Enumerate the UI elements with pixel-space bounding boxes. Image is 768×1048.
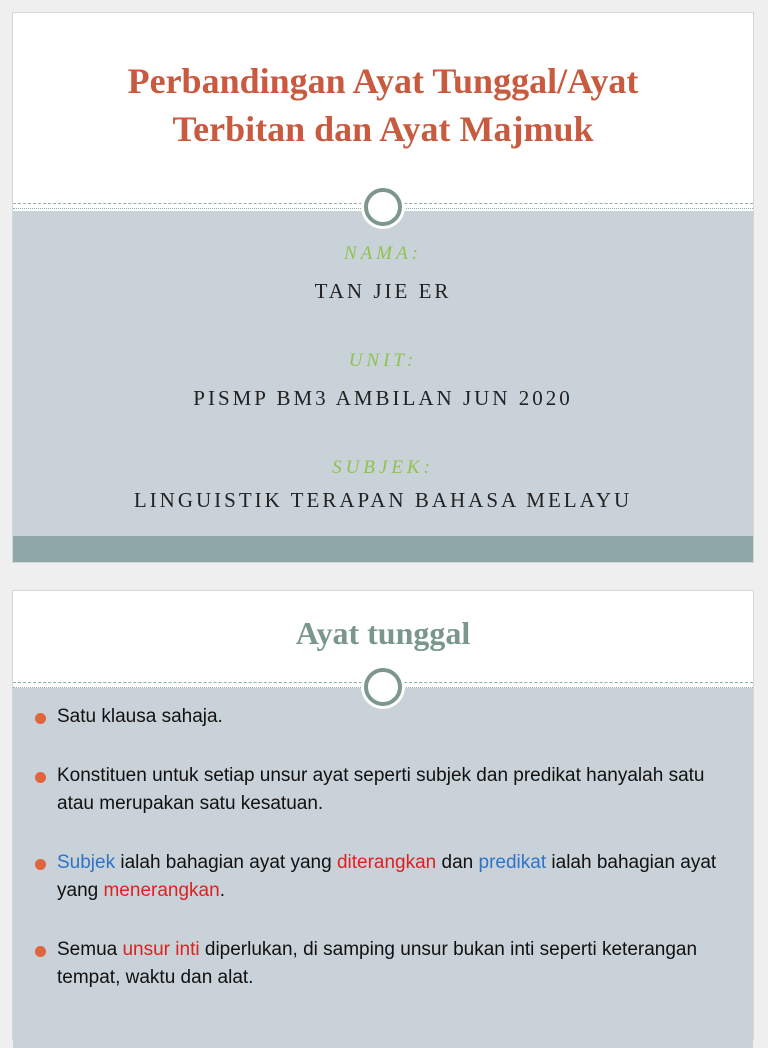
bullet-dot-icon [35, 859, 46, 870]
subject-value: LINGUISTIK TERAPAN BAHASA MELAYU [133, 488, 633, 512]
bullet-item [35, 703, 739, 731]
title-slide [12, 12, 754, 563]
bullet-list [35, 703, 739, 1023]
unit-label: UNIT: [348, 350, 418, 371]
bullet-text: Satu klausa sahaja. [57, 706, 223, 727]
bullet-item [35, 849, 739, 905]
slide-title [13, 57, 753, 153]
bullet-text: Semua [57, 939, 123, 960]
bullet-item [35, 762, 739, 818]
term-diterangkan: diterangkan [336, 852, 437, 873]
bullet-text: diperlukan, di samping unsur bukan inti seperti keterangan tempat, waktu dan alat. [57, 939, 698, 988]
bullet-text: ialah bahagian ayat yang [115, 852, 337, 873]
content-slide [12, 590, 754, 1040]
circle-ornament-icon [364, 668, 402, 706]
footer-bar [13, 536, 753, 562]
bullet-text: ialah bahagian ayat yang [57, 852, 717, 901]
slide-title-line-1: Perbandingan Ayat Tunggal/Ayat [127, 61, 639, 101]
bullet-dot-icon [35, 713, 46, 724]
bullet-dot-icon [35, 772, 46, 783]
bullet-text: . [219, 880, 225, 901]
slide-title: Ayat tunggal [295, 615, 471, 651]
bullet-text: Konstituen untuk setiap unsur ayat seperti subjek dan predikat hanyalah satu atau merupakan satu kesatuan. [57, 765, 705, 814]
bullet-item [35, 936, 739, 992]
subject-label: SUBJEK: [332, 457, 434, 478]
bullet-dot-icon [35, 946, 46, 957]
slide-title-line-2: Terbitan dan Ayat Majmuk [172, 109, 594, 149]
bullet-text: dan [436, 852, 479, 873]
term-subjek: Subjek [57, 852, 116, 873]
name-value: TAN JIE ER [314, 279, 452, 303]
name-label: NAMA: [343, 243, 423, 264]
circle-ornament-icon [364, 188, 402, 226]
term-predikat: predikat [478, 852, 547, 873]
term-menerangkan: menerangkan [103, 880, 220, 901]
term-unsur-inti: unsur inti [122, 939, 200, 960]
unit-value: PISMP BM3 AMBILAN JUN 2020 [193, 386, 573, 410]
